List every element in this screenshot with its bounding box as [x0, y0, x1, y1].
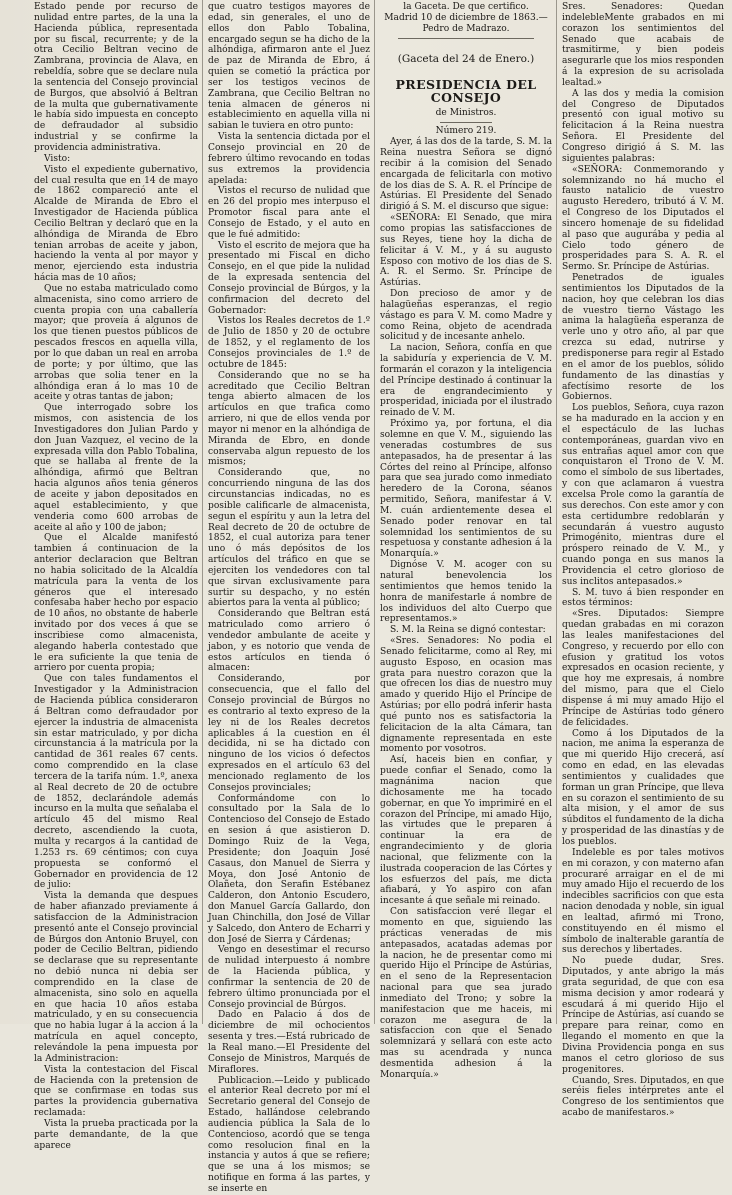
- paragraph: Dignóse V. M. acoger con su natural benevolencia los sentimientos que hemos tenido la honra de manifestarle á nombre de los individuos del alto Cuerpo que representamos.»: [380, 560, 552, 625]
- paragraph: «SEÑORA: El Senado, que mira como propias las satisfacciones de sus Reyes, tiene hoy la dicha de felicitar á V. M., y á su augusto Esposo con motivo de los dias de S. A. R. el Sermo. Sr. Príncipe de Astúrias.: [380, 213, 552, 289]
- paragraph: Estado pende por recurso de nulidad entre partes, de la una la Hacienda pública, representada por su fiscal, recurrente; y de la otra Cecilio Beltran vecino de Zambrana, provincia de Alava, en rebeldía, sobre que se declare nula la sentencia del Consejo provincial de Burgos, que absolvió á Beltran de la multa que gubernativamente le había sido impuesta en concepto de defraudador al subsidio industrial y se confirme la providencia administrativa.: [34, 2, 198, 153]
- paragraph: Cuando, Sres. Diputados, en que seréis fieles intérpretes ante el Congreso de los sentimientos que acabo de manifestaros.»: [562, 1075, 724, 1119]
- paragraph: Vistos el recurso de nulidad que en 26 del propio mes interpuso el Promotor fiscal para ante el Consejo de Estado, y el auto en que le fué admitido:: [208, 186, 370, 240]
- paragraph: Con satisfaccion veré llegar el momento en que, siguiendo las prácticas veneradas de mis antepasados, acatadas ademas por la nacion, he de presentar como mi querido Hijo el Príncipe de Astúrias, en el seno de la Representacion nacional para que sea jurado inmediato del Trono; y sobre la manifestacion que me haceis, mi corazon me asegura de la satisfaccion con que el Senado solemnizará y sellará con este acto mas su acendrada y nunca desmentida adhesion á la Monarquía.»: [380, 907, 552, 1080]
- column-2: [208, 2, 370, 1194]
- gazette-date-heading: (Gaceta del 24 de Enero.): [397, 52, 535, 65]
- paragraph: Dado en Palacio á dos de diciembre de mil ochocientos sesenta y tres.—Está rubricado de la Real mano.—El Presidente del Consejo de Ministros, Marqués de Miraflores.: [208, 1010, 370, 1075]
- signature-line: Madrid 10 de diciembre de 1863.—Pedro de Madrazo.: [384, 12, 548, 34]
- paragraph: Que el Alcalde manifestó tambien á continuacion de la anterior declaracion que Beltran no habia solicitado de la Alcaldía matrícula para la venta de los géneros que el interesado confesaba haber hecho por espacio de 10 años, no obstante de haberle invitado por dos veces á que se inscribiese como almacenista, alegando haberla contestado que le era suficiente la que tenia de arriero por cuenta propia;: [34, 533, 198, 674]
- paragraph: Visto:: [44, 153, 71, 164]
- paragraph: Que no estaba matriculado como almacenista, sino como arriero de cuenta propia con una caballería mayor; que proveía á algunos de los que tienen puestos públicos de pescados frescos en aquella villa, por lo que daban un real en arroba de porte; y por último, que las arrobas que solia tener en la alhóndiga eran á lo mas 10 de aceite y otras tantas de jabon;: [34, 283, 198, 403]
- paragraph: Que interrogado sobre los mismos, con asistencia de los Investigadores don Julian Pardo y don Juan Vazquez, el vecino de la expresada villa don Pablo Tobalina, que se hallaba al frente de la alhóndiga, afirmó que Beltran hacia algunos años tenia géneros de aceite y jabon depositados en aquel establecimiento, y que venderia como 600 arrobas de aceite al año y 100 de jabon;: [34, 403, 198, 533]
- paragraph: Que con tales fundamentos el Investigador y la Administracion de Hacienda pública consideraron á Beltran como defraudador por ejercer la industria de almacenista sin estar matriculado, y por dicha circunstancia á la matrícula por la cantidad de 361 reales 67 cents. como comprendido en la clase tercera de la tarifa núm. 1.º, anexa al Real decreto de 20 de octubre de 1852, declarándole además incurso en la multa que señalaba el artículo 45 del mismo Real decreto, ascendiendo la cuota, multa y recargos á la cantidad de 1.253 rs. 69 céntimos; con cuya propuesta se conformó el Gobernador en providencia de 12 de julio:: [34, 674, 198, 891]
- paragraph: Considerando que, no concurriendo ninguna de las dos circunstancias indicadas, no es posible calificarle de almacenista, segun el espíritu y aun la letra del Real decreto de 20 de octubre de 1852, el cual autoriza para tener uno ó más depósitos de los artículos del tráfico en que se ejerciten los vendedores con tal que sirvan exclusivamente para surtir su despacho, y no estén abiertos para la venta al público;: [208, 468, 370, 609]
- paragraph: La nacion, Señora, confía en que la sabiduría y experiencia de V. M. formarán el corazon y la inteligencia del Príncipe destinado á continuar la era de engrandecimiento y prosperidad, iniciada por el ilustrado reinado de V. M.: [380, 343, 552, 419]
- paragraph: Vista la demanda que despues de haber afianzado previamente á satisfaccion de la Administracion presentó ante el Consejo provincial de Búrgos don Antonio Bruyel, con poder de Cecilio Beltran, pidiendo se declarase que su representante no debió nunca ni debia ser comprendido en la clase de almacenista, sino solo en aquella en que hacia 10 años estaba matriculado, y en su consecuencia que no habia lugar á la accion á la matrícula en aquel concepto, relevándole la pena impuesta por la Administracion:: [34, 891, 198, 1064]
- paragraph: Como á los Diputados de la nacion, me anima la esperanza de que mi querido Hijo crecerá, así como en edad, en las elevadas sentimientos y cualidades que forman un gran Príncipe, que lleva en su corazon el sentimiento de su alta mision, y el amor de sus súbditos el fundamento de la dicha y prosperidad de las dinastías y de los pueblos.: [562, 728, 724, 847]
- section-title: PRESIDENCIA DEL CONSEJO: [395, 76, 537, 105]
- paragraph: Visto el expediente gubernativo, del cual resulta que en 14 de mayo de 1862 compareció ante el Alcalde de Miranda de Ebro el Investigador de Hacienda pública Cecilio Beltran y declaró que en la alhóndiga de Miranda de Ebro tenian arrobas de aceite y jabon, haciendo la venta al por mayor y menor, ejerciendo esta industria hácia mas de 10 años;: [34, 164, 198, 284]
- column-rule: [202, 0, 203, 1024]
- column-rule: [374, 0, 375, 1024]
- paragraph: A las dos y media la comision del Congreso de Diputados presentó con igual motivo su felicitacion á la Reina nuestra Señora. El Presidente del Congreso dirigió á S. M. las siguientes palabras:: [562, 88, 724, 164]
- paragraph: Ayer, á las dos de la tarde, S. M. la Reina nuestra Señora se dignó recibir á la comision del Senado encargada de felicitarla con motivo de los dias de S. A. R. el Príncipe de Astúrias. El Presidente del Senado dirigió á S. M. el discurso que sigue:: [380, 137, 552, 213]
- spacer: [380, 43, 552, 53]
- paragraph: Vista la sentencia dictada por el Consejo provincial en 20 de febrero último revocando en todas sus extremos la providencia apelada:: [208, 132, 370, 186]
- spacer: [380, 67, 552, 77]
- paragraph: Vista la prueba practicada por la parte demandante, de la que aparece: [34, 1118, 198, 1151]
- column-4: [562, 2, 724, 1119]
- paragraph: Próximo ya, por fortuna, el dia solemne en que V. M., siguiendo las veneradas costumbres de sus antepasados, ha de presentar á las Córtes del reino al Príncipe, alfonso para que sea jurado como inmediato heredero de la Corona, séanos permitido, Señora, manifestar á V. M. cuán ardientemente desea el Senado poder renovar en tal solemnidad los sentimientos de su respetuosa y constante adhesion á la Monarquía.»: [380, 419, 552, 560]
- section-subtitle: de Ministros.: [435, 107, 497, 118]
- column-3: [380, 2, 552, 1080]
- paragraph: Publicacion.—Leido y publicado el anterior Real decreto por mí el Secretario general del Consejo de Estado, hallándose celebrando audiencia pública la Sala de lo Contencioso, acordó que se tenga como resolucion final en la instancia y autos á que se refiere; que se una á los mismos; se notifique en forma á las partes, y se inserte en: [208, 1075, 370, 1194]
- column-1: [34, 2, 198, 1151]
- paragraph: «Sres. Senadores: No podia el Senado felicitarme, como al Rey, mi augusto Esposo, en ocasion mas grata para nuestro corazon que la que ofrecen los dias de nuestro muy amado y querido Hijo el Príncipe de Astúrias; por ello podrá inferir hasta qué punto nos es satisfactoria la felicitacion de la alta Cámara, tan dignamente representada en este momento por vosotros.: [380, 636, 552, 755]
- paragraph: Don precioso de amor y de halagüeñas esperanzas, el regio vástago es para V. M. como Madre y como Reina, objeto de acendrada solicitud y de incesante anhelo.: [380, 289, 552, 343]
- divider: [440, 122, 492, 123]
- paragraph: Los pueblos, Señora, cuya razon se ha madurado en la accion y en el espectáculo de las luchas contemporáneas, guardan vivo en sus entrañas aquel amor con que conquistaron el Trono de V. M. como el símbolo de sus libertades, y con que aclamaron á vuestra excelsa Prole como la garantía de sus derechos. Con este amor y con esta certidumbre redoblarán y secundarán á vuestro augusto Primogénito, mientras dure el próspero reinado de V. M., y cuando ponga en sus manos la Providencia el cetro glorioso de sus inclitos antepasados.»: [562, 403, 724, 587]
- paragraph: Así, haceis bien en confiar, y puede confiar el Senado, como la magnánima nacion que dichosamente me ha tocado gobernar, en que Yo imprimiré en el corazon del Príncipe, mi amado Hijo, las virtudes que le preparen á continuar la era de engrandecimiento y de gloria nacional, que felizmente con la ilustrada cooperacion de las Córtes y los esfuerzos del país, me dicta afiabará, y Yo aspiro con afan incesante á que señale mi reinado.: [380, 755, 552, 907]
- paragraph: Vengo en desestimar el recurso de nulidad interpuesto á nombre de la Hacienda pública, y confirmar la sentencia de 20 de febrero último pronunciada por el Consejo provincial de Búrgos.: [208, 945, 370, 1010]
- paragraph: Indeleble es por tales motivos en mi corazon, y con materno afan procuraré arraigar en el de mi muy amado Hijo el recuerdo de los indecibles sacrificios con que esta nacion denodada y noble, sin igual en lealtad, afirmó mi Trono, constituyendo en él mismo el símbolo de inalterable garantía de sus derechos y libertades.: [562, 847, 724, 956]
- paragraph: «SEÑORA: Conmemorando y solemnizando no há mucho el fausto natalicio de vuestro augusto Heredero, tributó á V. M. el Congreso de los Diputados el sincero homenaje de su fidelidad al paso que augurába y pedia al Cielo todo género de prosperidades para S. A. R. el Sermo. Sr. Príncipe de Astúrias.: [562, 164, 724, 273]
- paragraph: la Gaceta. De que certifico.: [403, 2, 529, 12]
- paragraph: Considerando, por consecuencia, que el fallo del Consejo provincial de Búrgos no es contrario al texto expreso de la ley ni de los Reales decretos aplicables á la cuestion en él decidida, ni se ha dictado con ninguno de los vicios ó defectos expresados en el artículo 63 del mencionado reglamento de los Consejos provinciales;: [208, 674, 370, 793]
- item-number: Número 219.: [435, 126, 497, 137]
- paragraph: que cuatro testigos mayores de edad, sin generales, el uno de ellos don Pablo Tobalina, encargado segun se ha dicho de la alhóndiga, afirmaron ante el Juez de paz de Miranda de Ebro, á quien se cometió la práctica por ser los testigos vecinos de Zambrana, que Cecilio Beltran no tenia almacen de géneros ni establecimiento en aquella villa ni sabian le tuviera en otro punto:: [208, 2, 370, 132]
- paragraph: No puede dudar, Sres. Diputados, y ante abrigo la más grata seguridad, de que con esa misma decision y amor rodeará y escudará á mi querido Hijo el Príncipe de Astúrias, así cuando se prepare para reinar, como en llegando el momento en que la Divina Providencia ponga en sus manos el cetro glorioso de sus progenitores.: [562, 956, 724, 1075]
- paragraph: S. M. tuvo á bien responder en estos términos:: [562, 587, 724, 609]
- paragraph: Considerando que no se ha acreditado que Cecilio Beltran tenga abierto almacen de los artículos en que trafica como arriero, ni que de ellos venda por mayor ni menor en la alhóndiga de Miranda de Ebro, en donde conservaba algun repuesto de los mismos;: [208, 370, 370, 468]
- paragraph: Visto el escrito de mejora que ha presentado mi Fiscal en dicho Consejo, en el que pide la nulidad de la expresada sentencia del Consejo provincial de Búrgos, y la confirmacion del decreto del Gobernador:: [208, 240, 370, 316]
- divider: [398, 38, 534, 39]
- paragraph: Conformándome con lo consultado por la Sala de lo Contencioso del Consejo de Estado en sesion á que asistieron D. Domingo Ruiz de la Vega, Presidente; don Joaquin José Casaus, don Manuel de Sierra y Moya, don José Antonio de Olañeta, don Serafin Estébanez Calderon, don Antonio Escudero, don Manuel García Gallardo, don Juan Chinchilla, don José de Villar y Salcedo, don Antero de Echarri y don José de Sierra y Cárdenas;: [208, 793, 370, 945]
- paragraph: «Sres. Diputados: Siempre quedan grabadas en mi corazon las leales manifestaciones del Congreso, y recuerdo por ello con efusion y gratitud los votos expresados en ocasion reciente, y que hoy me expresais, á nombre del mismo, para que el Cielo dispense á mi muy amado Hijo el Príncipe de Astúrias todo género de felicidades.: [562, 609, 724, 728]
- column-rule: [556, 0, 557, 1024]
- paragraph: Penetrados de iguales sentimientos los Diputados de la nacion, hoy que celebran los dias de vuestro tierno Vástago les anima la halagüeña esperanza de verle uno y otro año, al par que crezca su edad, nutrirse y predisponerse para regir al Estado en el amor de los pueblos, sólido fundamento de las dinastías y afectísimo resorte de los Gobiernos.: [562, 273, 724, 403]
- paragraph: S. M. la Reina se dignó contestar:: [390, 625, 546, 636]
- paragraph: Vistos los Reales decretos de 1.º de Julio de 1850 y 20 de octubre de 1852, y el reglamento de los Consejos provinciales de 1.º de octubre de 1845:: [208, 316, 370, 370]
- paragraph: Sres. Senadores: Quedan indelebleMente grabados en mi corazon los sentimientos del Senado que acabais de trasmitirme, y bien podeis asegurarle que los mios responden á la expresion de su acrisolada lealtad.»: [562, 2, 724, 88]
- paragraph: Considerando que Beltran está matriculado como arriero ó vendedor ambulante de aceite y jabon, y es notorio que venda de estos artículos en tienda ó almacen:: [208, 609, 370, 674]
- paragraph: Vista la contestacion del Fiscal de Hacienda con la pretension de que se confirmase en todas sus partes la providencia gubernativa reclamada:: [34, 1064, 198, 1119]
